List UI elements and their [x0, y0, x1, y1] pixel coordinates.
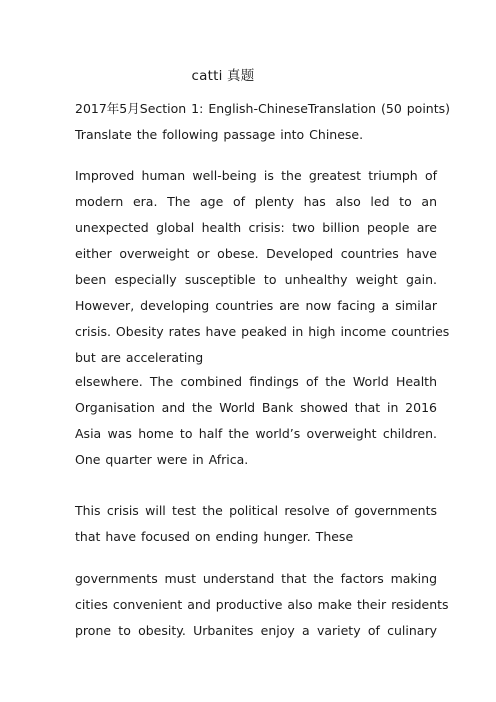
paragraph-line: Asia was home to half the world’s overweight children.	[75, 426, 437, 441]
paragraph-1	[75, 163, 450, 371]
paragraph-line: However, developing countries are now facing a similar	[75, 298, 437, 313]
paragraph-line: been especially susceptible to unhealthy weight gain.	[75, 272, 437, 287]
paragraph-3	[75, 498, 437, 550]
paragraph-line: governments must understand that the factors making	[75, 571, 437, 586]
section-header	[75, 96, 451, 148]
paragraph-line: cities convenient and productive also make their residents	[75, 597, 449, 612]
paragraph-2	[75, 369, 437, 473]
document-title: catti 真题	[191, 68, 255, 84]
header-line: 2017年5月Section 1: English-ChineseTranslation (50 points)	[75, 101, 451, 116]
paragraph-line: unexpected global health crisis: two billion people are	[75, 220, 437, 235]
paragraph-line: modern era. The age of plenty has also led to an	[75, 194, 437, 209]
paragraph-4	[75, 566, 449, 644]
header-line: Translate the following passage into Chinese.	[75, 127, 364, 142]
paragraph-line: either overweight or obese. Developed countries have	[75, 246, 437, 261]
paragraph-line: One quarter were in Africa.	[75, 452, 249, 467]
paragraph-line: elsewhere. The combined findings of the World Health	[75, 374, 437, 389]
paragraph-line: prone to obesity. Urbanites enjoy a variety of culinary	[75, 623, 437, 638]
paragraph-line: This crisis will test the political resolve of governments	[75, 503, 437, 518]
paragraph-line: crisis. Obesity rates have peaked in high income countries	[75, 324, 450, 339]
paragraph-line: Organisation and the World Bank showed that in 2016	[75, 400, 437, 415]
paragraph-line: but are accelerating	[75, 350, 204, 365]
paragraph-line: Improved human well-being is the greatest triumph of	[75, 168, 437, 183]
paragraph-line: that have focused on ending hunger. These	[75, 529, 354, 544]
